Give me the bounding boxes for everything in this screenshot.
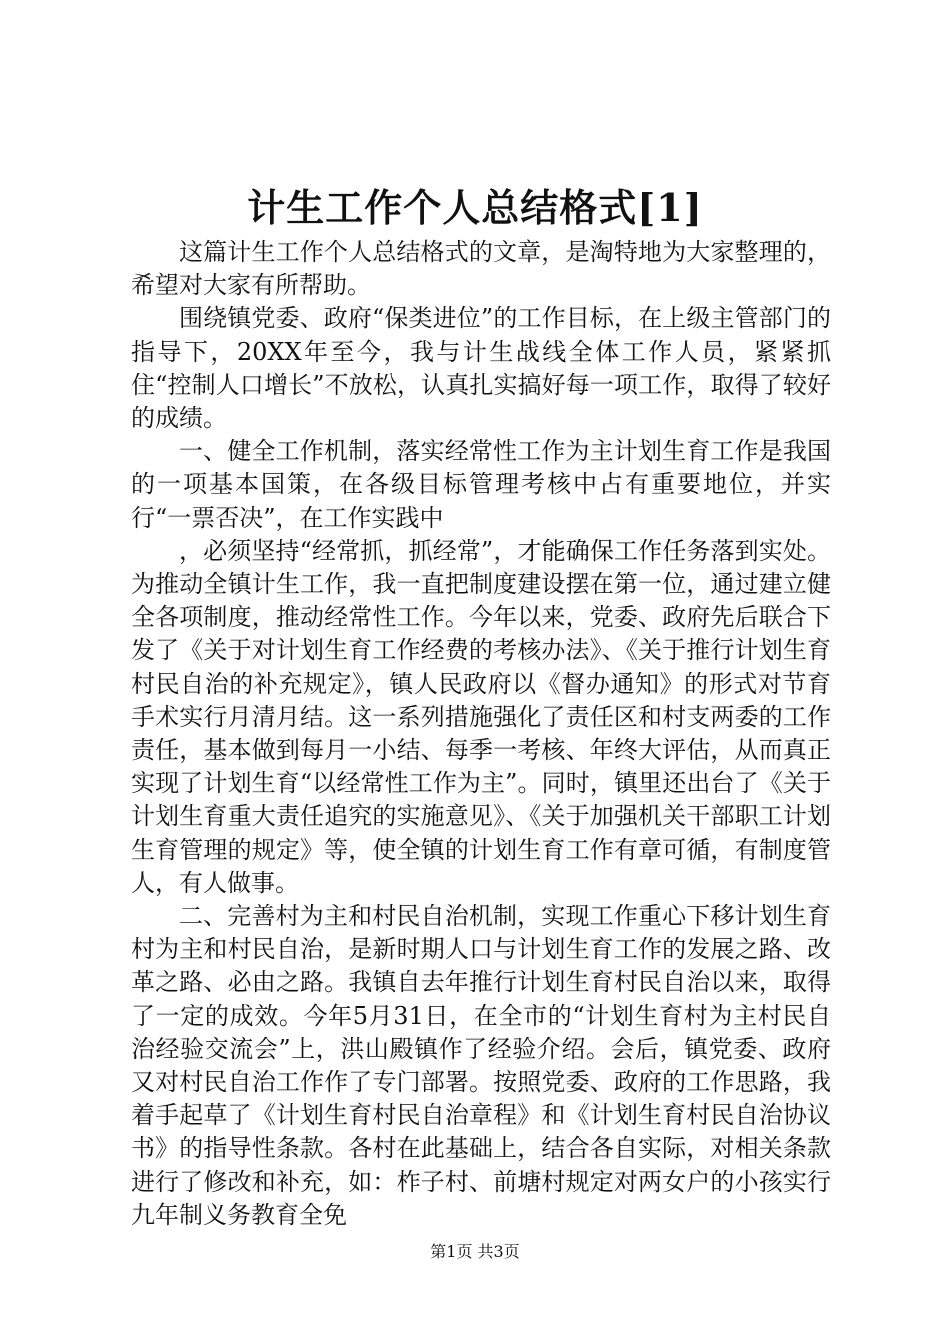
paragraph-intro: 这篇计生工作个人总结格式的文章，是淘特地为大家整理的，希望对大家有所帮助。 [131, 238, 831, 300]
paragraph-section-1-body: ，必须坚持“经常抓，抓经常”，才能确保工作任务落到实处。为推动全镇计生工作，我一直把制度建设摆在第一位，通过建立健全各项制度，推动经常性工作。今年以来，党委、政府先后联合下发了《关于对计划生育工作经费的考核办法》、《关于推行计划生育村民自治的补充规定》，镇人民政府以《督办通知》的形式对节育手术实行月清月结。这一系列措施强化了责任区和村支两委的工作责任，基本做到每月一小结、每季一考核、年终大评估，从而真正实现了计划生育“以经常性工作为主”。同时，镇里还出台了《关于计划生育重大责任追究的实施意见》、《关于加强机关干部职工计划生育管理的规定》等，使全镇的计划生育工作有章可循，有制度管人，有人做事。 [131, 536, 831, 897]
paragraph-section-1-heading: 一、健全工作机制，落实经常性工作为主计划生育工作是我国的一项基本国策，在各级目标管理考核中占有重要地位，并实行“一票否决”，在工作实践中 [131, 437, 831, 532]
document-body [131, 236, 831, 1232]
paragraph-section-2: 二、完善村为主和村民自治机制，实现工作重心下移计划生育村为主和村民自治，是新时期人口与计划生育工作的发展之路、改革之路、必由之路。我镇自去年推行计划生育村民自治以来，取得了一定的成效。今年5月31日，在全市的“计划生育村为主村民自治经验交流会”上，洪山殿镇作了经验介绍。会后，镇党委、政府又对村民自治工作作了专门部署。按照党委、政府的工作思路，我着手起草了《计划生育村民自治章程》和《计划生育村民自治协议书》的指导性条款。各村在此基础上，结合各自实际，对相关条款进行了修改和补充，如：柞子村、前塘村规定对两女户的小孩实行九年制义务教育全免 [131, 902, 831, 1229]
document-title: 计生工作个人总结格式[1] [247, 185, 703, 230]
paragraph-overview: 围绕镇党委、政府“保类进位”的工作目标，在上级主管部门的指导下，20XX年至今，我与计生战线全体工作人员，紧紧抓住“控制人口增长”不放松，认真扎实搞好每一项工作，取得了较好的成绩。 [131, 304, 831, 433]
page-number-footer: 第1页 共3页 [430, 1242, 520, 1261]
